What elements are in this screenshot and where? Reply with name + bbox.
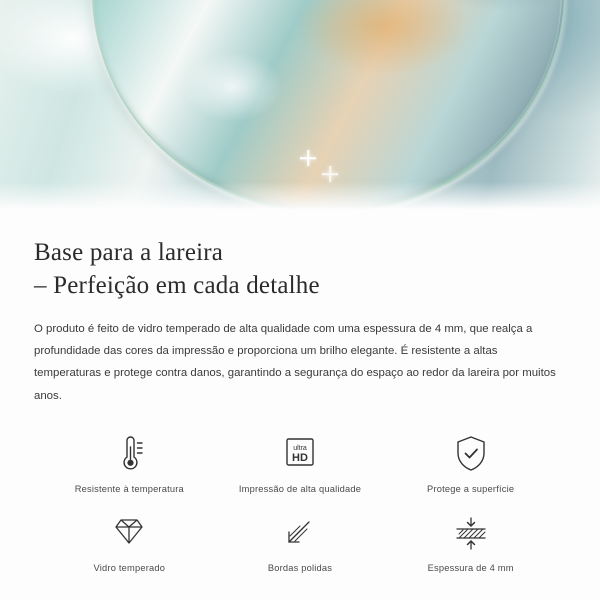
diamond-icon [107, 512, 151, 554]
thermometer-icon [110, 433, 148, 475]
content-area [0, 212, 600, 573]
svg-text:HD: HD [292, 451, 308, 464]
feature-label: Vidro temperado [93, 562, 166, 573]
shield-check-icon [451, 433, 491, 475]
feature-item-print-quality [215, 433, 386, 494]
feature-label: Bordas polidas [267, 562, 333, 573]
ultra-hd-icon [278, 433, 322, 475]
feature-item-surface-protection [385, 433, 556, 494]
feature-item-polished-edges [215, 512, 386, 573]
polished-edges-icon [279, 512, 321, 554]
page-title [34, 236, 566, 302]
feature-label: Espessura de 4 mm [427, 562, 514, 573]
feature-grid [34, 433, 566, 573]
hero-product-image [0, 0, 600, 212]
feature-label: Impressão de alta qualidade [238, 483, 362, 494]
feature-item-temperature [44, 433, 215, 494]
thickness-icon [449, 512, 493, 554]
feature-label: Protege a superfície [427, 483, 515, 494]
feature-item-thickness [385, 512, 556, 573]
feature-label: Resistente à temperatura [74, 483, 184, 494]
description-paragraph: O produto é feito de vidro temperado de alta qualidade com uma espessura de 4 mm, que realça a profundidade das cores da impressão e proporciona um brilho elegante. É resistente a altas temperaturas e protege contra danos, garantindo a segurança do espaço ao redor da lareira por muitos anos. [34, 323, 556, 402]
hero-bottom-fade [0, 182, 600, 212]
feature-item-tempered-glass [44, 512, 215, 573]
page-title-line-1: Base para a lareira [34, 239, 224, 266]
svg-text:ultra: ultra [293, 444, 307, 452]
page-title-line-2: – Perfeição em cada detalhe [34, 272, 320, 299]
